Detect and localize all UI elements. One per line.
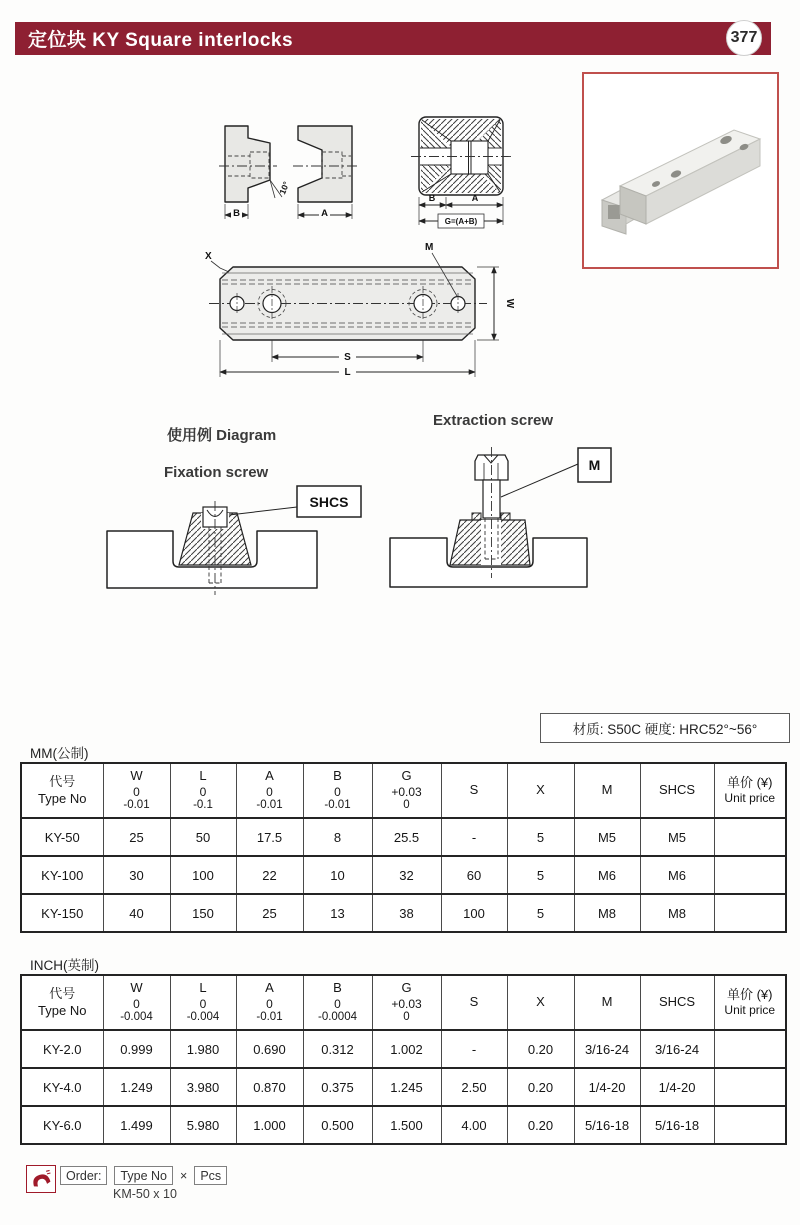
table-cell: 1.500 — [372, 1106, 441, 1144]
table-cell: 0.999 — [103, 1030, 170, 1068]
column-header: 单价 (¥) Unit price — [714, 763, 786, 818]
table-cell: 10 — [303, 856, 372, 894]
table-cell — [714, 1068, 786, 1106]
table-cell: 25 — [103, 818, 170, 856]
table-cell: 3/16-24 — [574, 1030, 640, 1068]
table-cell: - — [441, 818, 507, 856]
column-header: L 0 -0.004 — [170, 975, 236, 1030]
material-note: 材质: S50C 硬度: HRC52°~56° — [540, 713, 790, 743]
product-photo — [582, 72, 779, 269]
dim-l-label: L — [344, 367, 351, 378]
table-cell: 25.5 — [372, 818, 441, 856]
dim-g-label: G=(A+B) — [444, 217, 478, 226]
table-cell: KY-2.0 — [21, 1030, 103, 1068]
times-symbol: × — [180, 1168, 188, 1183]
column-header: A 0 -0.01 — [236, 975, 303, 1030]
column-header: B 0 -0.01 — [303, 763, 372, 818]
table-cell: KY-6.0 — [21, 1106, 103, 1144]
table-cell: 5/16-18 — [574, 1106, 640, 1144]
parts-section-drawing — [195, 88, 525, 240]
extraction-diagram — [380, 433, 625, 610]
column-header: G +0.03 0 — [372, 975, 441, 1030]
table-cell: M8 — [574, 894, 640, 932]
m-tag: M — [588, 457, 601, 473]
table-cell — [714, 818, 786, 856]
column-header: L 0 -0.1 — [170, 763, 236, 818]
female-part-view — [293, 126, 357, 219]
table-cell: M8 — [640, 894, 714, 932]
inch-table — [20, 974, 787, 1145]
table-cell: 1.245 — [372, 1068, 441, 1106]
table-row — [21, 1030, 786, 1068]
table-cell: 4.00 — [441, 1106, 507, 1144]
table-cell: 13 — [303, 894, 372, 932]
mm-table — [20, 762, 787, 933]
column-header: A 0 -0.01 — [236, 763, 303, 818]
type-no-label: Type No — [114, 1166, 173, 1185]
dim-a-label: A — [321, 208, 328, 219]
extraction-screw-label: Extraction screw — [433, 412, 554, 429]
table-cell: 1.499 — [103, 1106, 170, 1144]
table-cell: M5 — [574, 818, 640, 856]
table-cell: - — [441, 1030, 507, 1068]
usage-diagram-title: 使用例 Diagram — [167, 427, 277, 444]
chamfer-label: X — [205, 251, 212, 262]
table-cell: 25 — [236, 894, 303, 932]
table-row — [21, 1068, 786, 1106]
table-cell: M6 — [574, 856, 640, 894]
table-cell: 0.20 — [507, 1030, 574, 1068]
table-cell — [714, 1030, 786, 1068]
mm-section-label: MM(公制) — [30, 746, 89, 761]
column-header: W 0 -0.004 — [103, 975, 170, 1030]
table-row — [21, 818, 786, 856]
angle-label: 10° — [277, 180, 292, 196]
table-cell: 0.20 — [507, 1106, 574, 1144]
table-cell: 1/4-20 — [574, 1068, 640, 1106]
table-cell: 5/16-18 — [640, 1106, 714, 1144]
table-cell: 0.375 — [303, 1068, 372, 1106]
dim-a-label: A — [471, 193, 479, 203]
column-header: 代号 Type No — [21, 763, 103, 818]
page-header — [15, 22, 771, 55]
table-cell: 1.249 — [103, 1068, 170, 1106]
dim-s-label: S — [344, 352, 351, 363]
table-cell: 30 — [103, 856, 170, 894]
mm-header-row — [21, 763, 786, 818]
order-example: KM-50 x 10 — [113, 1187, 177, 1201]
pcs-label: Pcs — [194, 1166, 227, 1185]
table-cell: KY-150 — [21, 894, 103, 932]
column-header: 单价 (¥) Unit price — [714, 975, 786, 1030]
table-cell: 2.50 — [441, 1068, 507, 1106]
table-cell — [714, 894, 786, 932]
table-cell: 0.690 — [236, 1030, 303, 1068]
table-cell: 1.002 — [372, 1030, 441, 1068]
phone-icon-box — [26, 1165, 56, 1193]
inch-section-label: INCH(英制) — [30, 958, 99, 973]
table-cell: 1/4-20 — [640, 1068, 714, 1106]
phone-icon — [29, 1168, 53, 1190]
shcs-tag: SHCS — [309, 494, 349, 510]
column-header: G +0.03 0 — [372, 763, 441, 818]
table-cell: 100 — [170, 856, 236, 894]
table-cell: M6 — [640, 856, 714, 894]
table-cell: 60 — [441, 856, 507, 894]
column-header: X — [507, 763, 574, 818]
fixation-screw-label: Fixation screw — [164, 464, 269, 481]
column-header: S — [441, 975, 507, 1030]
table-cell: KY-100 — [21, 856, 103, 894]
table-cell: 0.20 — [507, 1068, 574, 1106]
table-cell: 5 — [507, 856, 574, 894]
table-cell: 38 — [372, 894, 441, 932]
table-cell: 0.500 — [303, 1106, 372, 1144]
column-header: M — [574, 763, 640, 818]
inch-header-row — [21, 975, 786, 1030]
table-cell: 0.870 — [236, 1068, 303, 1106]
table-cell: 32 — [372, 856, 441, 894]
table-cell: KY-4.0 — [21, 1068, 103, 1106]
product-photo-image — [584, 74, 777, 267]
section-view — [411, 117, 511, 228]
column-header: W 0 -0.01 — [103, 763, 170, 818]
column-header: M — [574, 975, 640, 1030]
dim-w-label: W — [504, 298, 515, 309]
table-cell: 5 — [507, 894, 574, 932]
table-cell: 1.980 — [170, 1030, 236, 1068]
table-cell: 3.980 — [170, 1068, 236, 1106]
table-cell: 22 — [236, 856, 303, 894]
table-cell: 5 — [507, 818, 574, 856]
table-cell — [714, 1106, 786, 1144]
column-header: S — [441, 763, 507, 818]
table-cell: 50 — [170, 818, 236, 856]
table-cell: 0.312 — [303, 1030, 372, 1068]
table-row — [21, 1106, 786, 1144]
table-cell: M5 — [640, 818, 714, 856]
thread-label: M — [425, 242, 434, 253]
table-row — [21, 894, 786, 932]
male-part-view — [219, 126, 291, 219]
table-cell — [714, 856, 786, 894]
table-cell: 3/16-24 — [640, 1030, 714, 1068]
table-row — [21, 856, 786, 894]
dim-b-label: B — [428, 193, 436, 203]
table-cell: 5.980 — [170, 1106, 236, 1144]
column-header: 代号 Type No — [21, 975, 103, 1030]
table-cell: 1.000 — [236, 1106, 303, 1144]
order-info — [60, 1166, 227, 1185]
table-cell: KY-50 — [21, 818, 103, 856]
table-cell: 17.5 — [236, 818, 303, 856]
page-number-badge: 377 — [726, 20, 762, 56]
table-cell: 8 — [303, 818, 372, 856]
fixation-diagram — [95, 483, 375, 611]
plan-view-drawing — [195, 240, 515, 392]
column-header: B 0 -0.0004 — [303, 975, 372, 1030]
table-cell: 150 — [170, 894, 236, 932]
table-cell: 100 — [441, 894, 507, 932]
dim-b-label: B — [233, 208, 240, 219]
column-header: X — [507, 975, 574, 1030]
table-cell: 40 — [103, 894, 170, 932]
column-header: SHCS — [640, 975, 714, 1030]
order-label: Order: — [60, 1166, 107, 1185]
page-title: 定位块 KY Square interlocks — [28, 30, 294, 51]
column-header: SHCS — [640, 763, 714, 818]
